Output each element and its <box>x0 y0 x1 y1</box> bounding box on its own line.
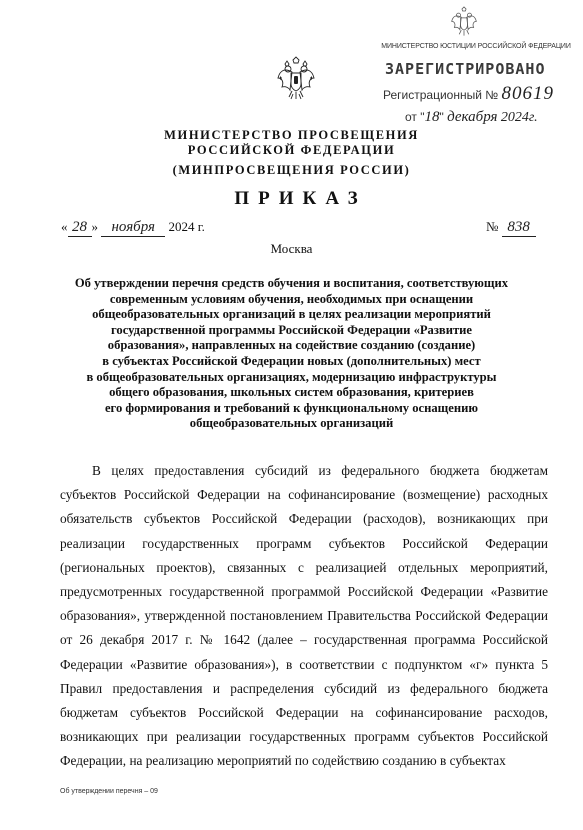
title-line: общеобразовательных организаций в целях реализации мероприятий <box>92 307 491 322</box>
ministry-name-line1: МИНИСТЕРСТВО ПРОСВЕЩЕНИЯ <box>164 128 419 142</box>
stamp-reg-label: Регистрационный № <box>383 88 499 102</box>
quote-close: » <box>91 219 98 234</box>
order-month: ноября <box>101 219 165 237</box>
title-line: его формирования и требований к функциональному оснащению <box>104 400 479 415</box>
stamp-date-year: 2024г. <box>500 110 538 125</box>
title-line: общего образования, школьных систем образования, критериев <box>109 385 474 400</box>
order-number-value: 838 <box>502 219 536 237</box>
title-line: современным условиям обучения, необходимых при оснащении <box>109 291 474 306</box>
coat-of-arms-icon <box>451 6 477 38</box>
ministry-name-line2: РОССИЙСКОЙ ФЕДЕРАЦИИ <box>187 143 396 157</box>
quote-open: « <box>61 219 68 234</box>
document-type: ПРИКАЗ <box>234 188 367 209</box>
order-number-label: № <box>486 219 499 234</box>
order-year: 2024 г. <box>168 219 205 234</box>
order-title <box>0 276 583 432</box>
stamp-registered: ЗАРЕГИСТРИРОВАНО <box>385 60 546 78</box>
stamp-date-sep: " <box>439 110 444 124</box>
stamp-date-day: 18 <box>424 109 440 125</box>
order-city: Москва <box>270 241 313 256</box>
order-day: 28 <box>68 219 92 237</box>
order-number <box>486 219 536 237</box>
footer-note: Об утверждении перечня – 09 <box>60 788 158 795</box>
body-paragraph: В целях предоставления субсидий из федерального бюджета бюджетам субъектов Российской Федерации на софинансирование (возмещение) расходных обязательств субъектов Российской Федерации (расходов), возникающих при реализации государственных программ субъектов Российской Федерации (региональных проектов), связанных с реализацией отдельных мероприятий, предусмотренных государственной программой Российской Федерации «Развитие образования», утвержденной постановлением Правительства Российской Федерации от 26 декабря 2017 г. № 1642 (далее – государственная программа Российской Федерации «Развитие образования»), в соответствии с подпунктом «г» пункта 5 Правил предоставления и распределения субсидий из федерального бюджета бюджетам субъектов Российской Федерации на софинансирование расходов, возникающих при реализации государственных программ субъектов Российской Федерации, на реализацию мероприятий по содействию созданию в субъектах <box>60 463 548 769</box>
stamp-ministry-line: МИНИСТЕРСТВО ЮСТИЦИИ РОССИЙСКОЙ ФЕДЕРАЦИИ <box>381 43 571 50</box>
title-line: общеобразовательных организаций <box>189 416 394 431</box>
stamp-reg-number-row <box>383 83 554 105</box>
stamp-date-row <box>405 109 538 126</box>
title-line: государственной программы Российской Федерации «Развитие <box>111 322 472 337</box>
title-line: в общеобразовательных организациях, модернизацию инфраструктуры <box>86 369 497 384</box>
stamp-date-prefix: от " <box>405 110 425 124</box>
title-line: в субъектах Российской Федерации новых (дополнительных) мест <box>102 353 481 368</box>
title-line: образования», направленных на содействие созданию (создание) <box>107 338 476 353</box>
stamp-reg-number: 80619 <box>501 83 554 104</box>
stamp-date-month: декабря <box>447 109 498 125</box>
ministry-short-name: (МИНПРОСВЕЩЕНИЯ РОССИИ) <box>172 163 411 177</box>
order-date <box>61 219 205 237</box>
coat-of-arms-icon <box>277 56 315 102</box>
title-line: Об утверждении перечня средств обучения и воспитания, соответствующих <box>74 276 509 290</box>
